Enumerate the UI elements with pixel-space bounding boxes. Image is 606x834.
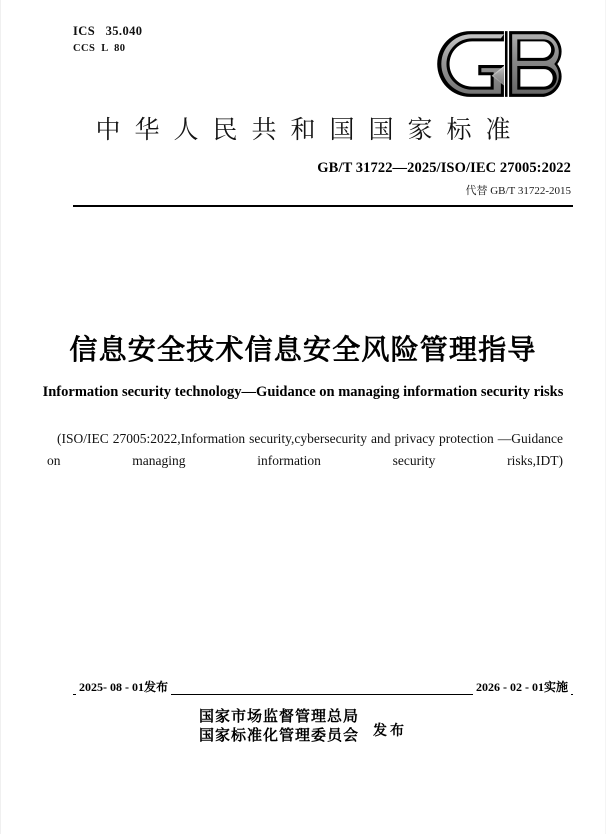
- gb-emblem-icon: [429, 28, 583, 100]
- effective-date: [473, 678, 571, 695]
- effective-date-suffix: 实施: [543, 680, 568, 694]
- national-standard-heading: 中华人民共和国国家标准: [95, 115, 525, 144]
- iso-correspondence-note: (ISO/IEC 27005:2022,Information security,cybersecurity and privacy protection —Guidance on managing information security risks,IDT): [47, 431, 563, 468]
- title-english: Information security technology—Guidance on managing information security risks: [42, 384, 564, 400]
- classification-block: [73, 22, 142, 58]
- standard-number: GB/T 31722—2025/ISO/IEC 27005:2022: [317, 160, 571, 176]
- header-divider-rule: [73, 205, 573, 207]
- publisher-names: [199, 707, 359, 745]
- issue-date-suffix: 发布: [144, 680, 169, 694]
- publisher-block: [1, 707, 605, 745]
- publisher-verb: 发布: [373, 723, 407, 740]
- publisher-line-2: 国家标准化管理委员会: [198, 726, 359, 745]
- ccs-classification: CCS L 80: [73, 43, 126, 55]
- standard-replaces: 代替 GB/T 31722-2015: [465, 185, 571, 197]
- title-chinese: 信息安全技术信息安全风险管理指导: [69, 333, 537, 366]
- issue-date-value: 2025- 08 - 01: [79, 680, 144, 694]
- publisher-inner: [199, 707, 407, 745]
- publisher-line-1: 国家市场监督管理总局: [198, 707, 359, 725]
- effective-date-value: 2026 - 02 - 01: [475, 680, 544, 694]
- issue-date: [76, 678, 171, 695]
- ics-classification: ICS 35.040: [73, 24, 143, 38]
